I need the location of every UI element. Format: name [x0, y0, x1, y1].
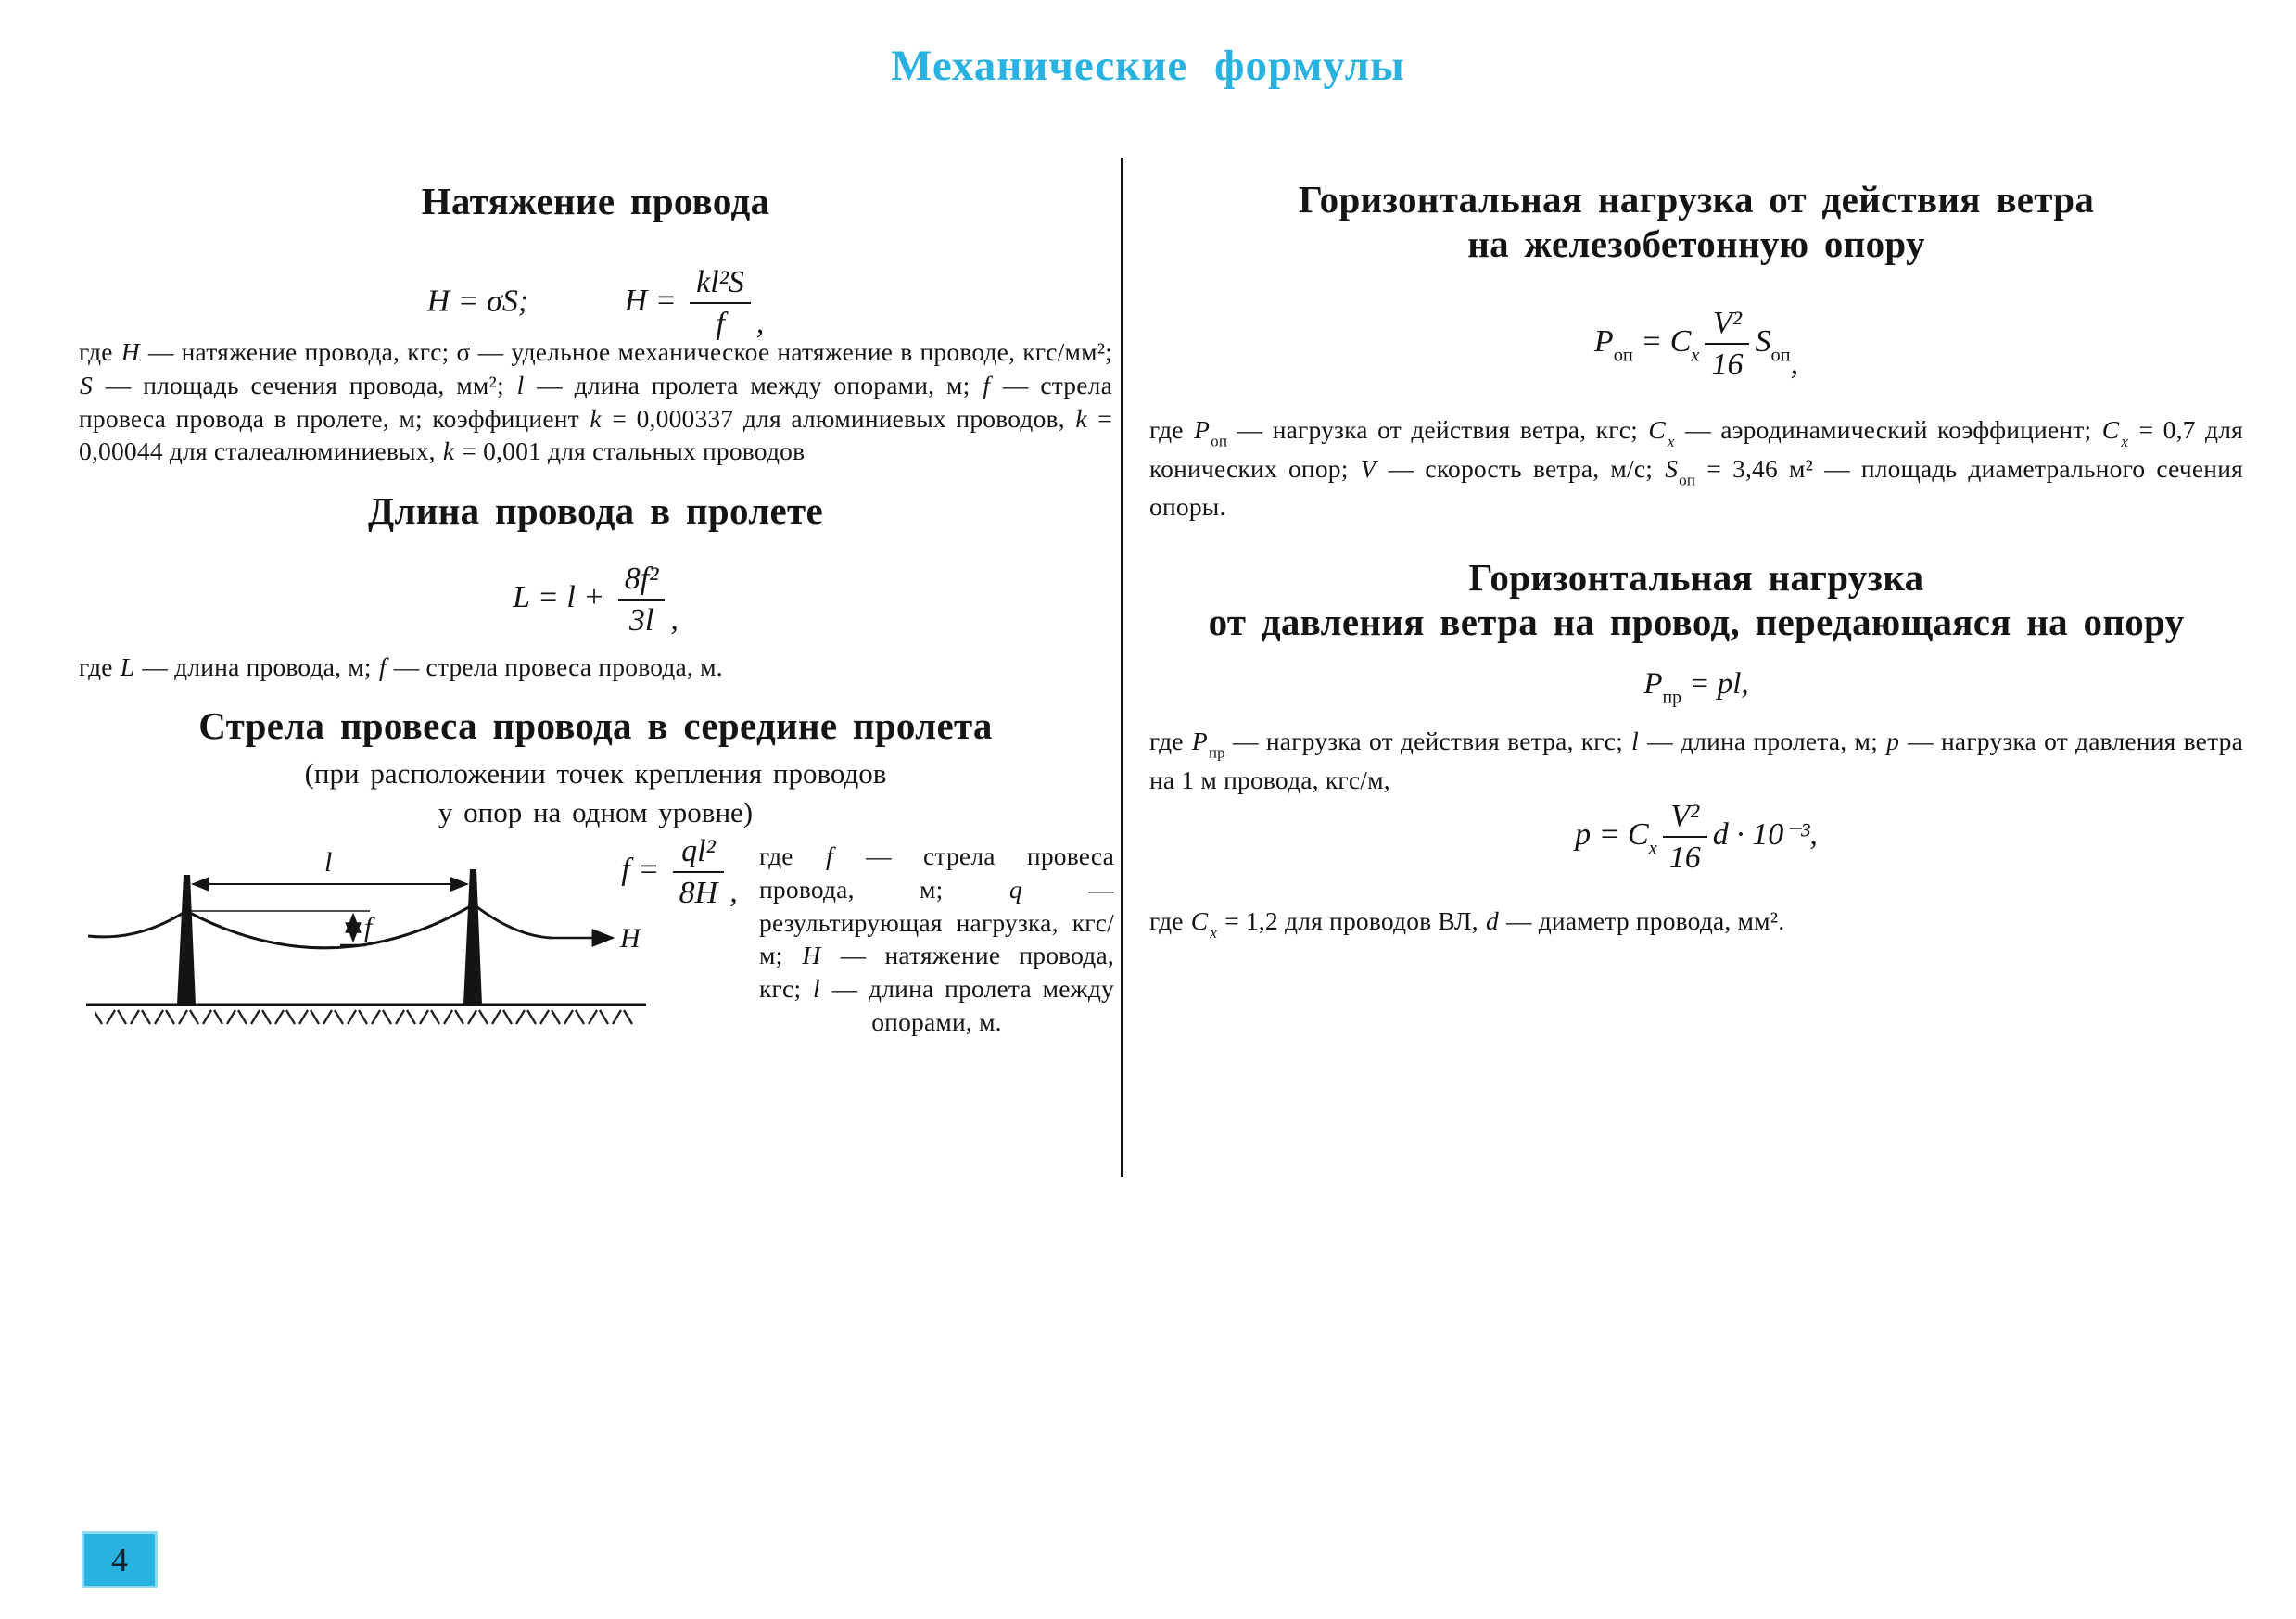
section-heading-length: Длина провода в пролете: [368, 489, 823, 532]
formula-tension-a: H = σS;: [426, 284, 529, 319]
unit-load-description: где C $_x$ = 1,2 для проводов ВЛ, d — диаметр провода, мм².: [1149, 906, 1785, 942]
section-heading-pole-load: Горизонтальная нагрузка от действия ветра на железобетонную опору: [1298, 178, 2095, 265]
left-column: [79, 0, 1112, 1619]
formula-row-pole-load: [1149, 306, 2243, 383]
right-column: [1149, 0, 2243, 1619]
formula-pole-load: $P_{оп} = C_x$ $\frac{\text{V²}}{16}$ $S_{оп}$,: [1593, 306, 1799, 383]
section-heading-wire-load: Горизонтальная нагрузка от давления ветра на провод, передающаяся на опору: [1208, 556, 2185, 643]
section-heading-sag: Стрела провеса провода в середине пролета: [198, 704, 993, 747]
tension-description: где H — натяжение провода, кгс; σ — удельное механическое натяжение в проводе, кгс/мм²; S — площадь сечения провода, мм²; l — длина пролета между опорами, м; f — стрела провеса провода в пролете, м; коэффициент k = 0,000337 для алюминиевых проводов, k = 0,00044 для сталеалюминиевых, k = 0,001 для стальных проводов: [79, 337, 1112, 466]
sag-label: f: [364, 912, 373, 942]
column-divider: [1121, 158, 1123, 1177]
formula-tension-b: H = $\frac{\text{kl²S}}{f}$ ,: [624, 265, 765, 342]
sag-description: где f — стрела провеса провода, м; q — результирующая нагрузка, кгс/м; H — натяжение провода, кгс; l — длина пролета между опорами, м.: [759, 841, 1114, 1036]
utility-pole-left: [177, 875, 196, 1005]
sag-diagram: [81, 823, 653, 1045]
ground-hatching: [95, 1007, 635, 1030]
wire-left-tail: [88, 911, 186, 937]
utility-pole-right: [463, 869, 482, 1005]
formula-wire-load: $P_{пр}$ = pl,: [1643, 667, 1749, 708]
formula-row-tension: [79, 265, 1112, 342]
section-heading-tension: Натяжение провода: [421, 180, 770, 222]
formula-length: L = l + $\frac{\text{8f²}}{3l}$ ,: [513, 562, 679, 639]
tension-label: H: [620, 923, 641, 954]
formula-row-unit-load: [1149, 799, 2243, 876]
formula-row-wire-load: [1149, 667, 2243, 708]
pole-load-description: где $P_{оп}$ — нагрузка от действия ветра, кгс; C $_x$ — аэродинамический коэффициент; C $_x$ = 0,7 для конических опор; V — скорость ветра, м/с; $S_{оп} = 3,46$ м² — площадь диаметрального сечения опоры.: [1149, 415, 2243, 522]
formula-sag: f = $\frac{\text{ql²}}{8H}$ ,: [621, 834, 738, 911]
page-number-badge: [82, 1531, 158, 1588]
sag-subheading: (при расположении точек крепления проводов у опор на одном уровне): [304, 757, 887, 828]
length-description: где L — длина провода, м; f — стрела провеса провода, м.: [79, 652, 723, 681]
formula-unit-load: $p = C_x$ $\frac{\text{V²}}{16}$ d · 10⁻³,: [1575, 799, 1818, 876]
page-title: Механические формулы: [891, 42, 1405, 90]
formula-row-sag: [587, 834, 772, 911]
wire-right-tail: [474, 904, 552, 938]
page-number: 4: [111, 1541, 128, 1578]
formula-row-length: [79, 562, 1112, 639]
wire-load-description: где $P_{пр}$ — нагрузка от действия ветра, кгс; l — длина пролета, м; p — нагрузка от давления ветра на 1 м провода, кгс/м,: [1149, 727, 2243, 794]
span-label: l: [324, 847, 333, 878]
